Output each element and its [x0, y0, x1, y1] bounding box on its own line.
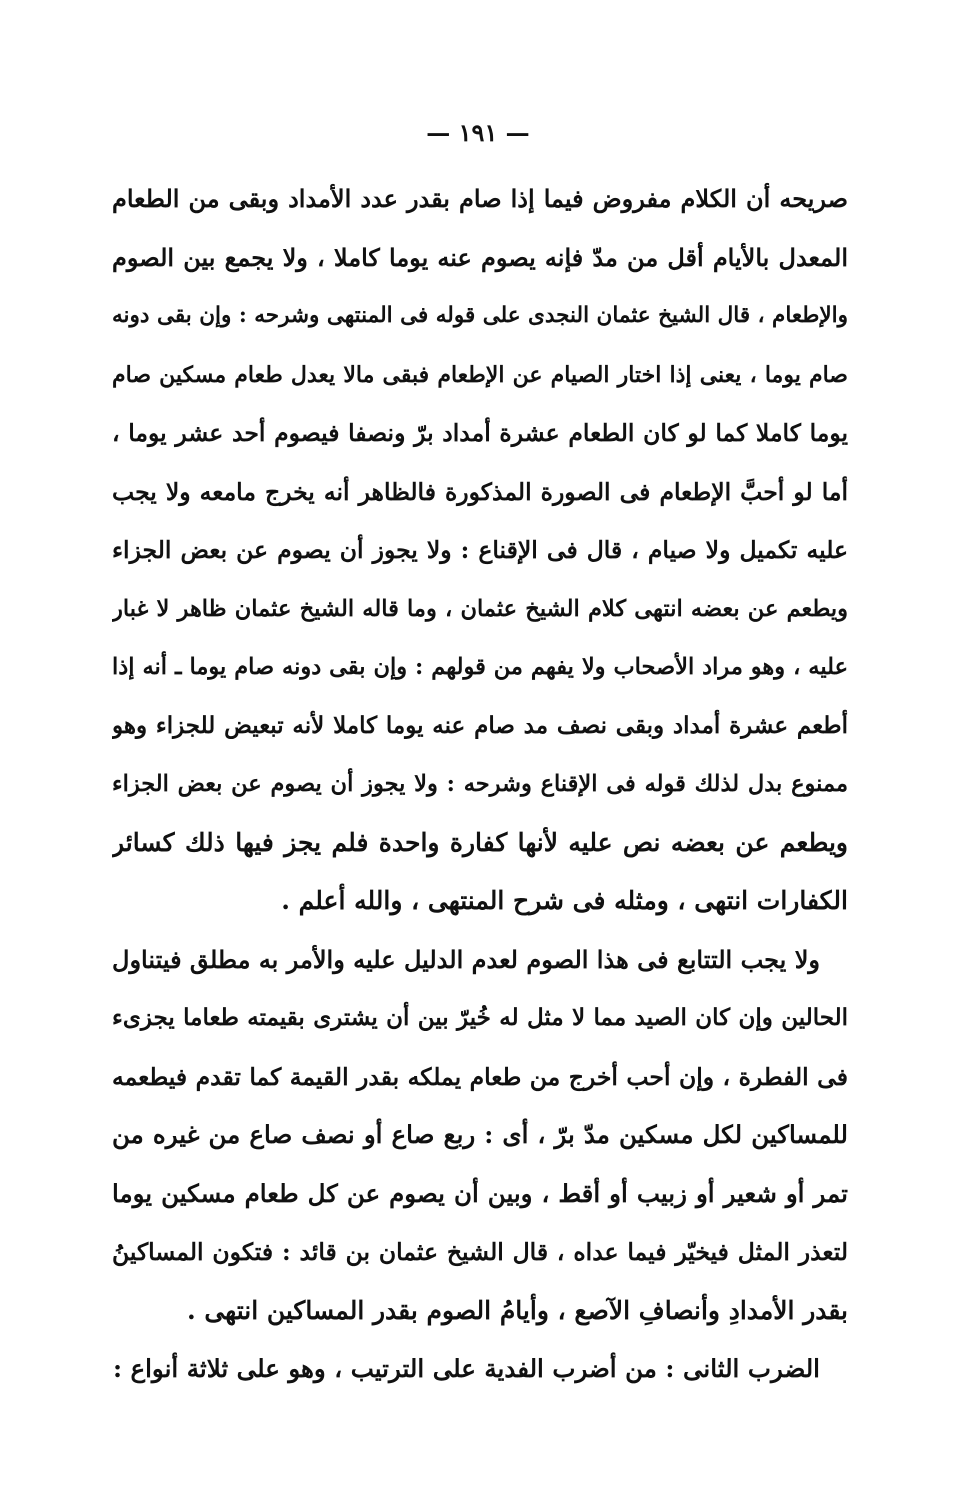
paragraph-3	[112, 1340, 848, 1399]
text-line: عليه ، وهو مراد الأصحاب ولا يفهم من قولهم : وإن بقى دونه صام يوما ـ أنه إذا	[112, 654, 848, 680]
text-line: ممنوع بدل لذلك قوله فى الإقناع وشرحه : ولا يجوز أن يصوم عن بعض الجزاء	[112, 771, 848, 797]
text-line: والإطعام ، قال الشيخ عثمان النجدى على قوله فى المنتهى وشرحه : وإن بقى دونه	[112, 303, 848, 328]
text-line: تمر أو شعير أو زبيب أو أقط ، وبين أن يصوم عن كل طعام مسكين يوما	[112, 1178, 848, 1208]
text-line: صام يوما ، يعنى إذا اختار الصيام عن الإطعام فبقى مالا يعدل طعام مسكين صام	[112, 361, 848, 388]
text-line: الضرب الثانى : من أضرب الفدية على الترتيب ، وهو على ثلاثة أنواع :	[112, 1354, 820, 1383]
page-number: — ١٩١ —	[426, 118, 530, 147]
text-line: صريحه أن الكلام مفروض فيما إذا صام بقدر عدد الأمداد وبقى من الطعام	[112, 184, 848, 213]
text-line: يوما كاملا كما لو كان الطعام عشرة أمداد برّ ونصفا فيصوم أحد عشر يوما ،	[112, 419, 848, 447]
paragraph-2	[112, 931, 848, 1341]
paragraph-1	[112, 170, 848, 931]
text-line: الحالين وإن كان الصيد مما لا مثل له خُيرّ بين أن يشترى بقيمته طعاما يجزىء	[112, 1004, 848, 1031]
text-line: المعدل بالأيام أقل من مدّ فإنه يصوم عنه يوما كاملا ، ولا يجمع بين الصوم	[112, 242, 848, 272]
text-line: ولا يجب التتابع فى هذا الصوم لعدم الدليل عليه والأمر به مطلق فيتناول	[112, 944, 820, 974]
text-line: الكفارات انتهى ، ومثله فى شرح المنتهى ، والله أعلم .	[281, 886, 848, 915]
text-line: أما لو أحبَّ الإطعام فى الصورة المذكورة فالظاهر أنه يخرج مامعه ولا يجب	[112, 477, 848, 506]
body-text	[112, 170, 848, 1399]
text-line: ويطعم عن بعضه انتهى كلام الشيخ عثمان ، وما قاله الشيخ عثمان ظاهر لا غبار	[112, 595, 848, 622]
text-line: ويطعم عن بعضه نص عليه لأنها كفارة واحدة فلم يجز فيها ذلك كسائر	[112, 827, 848, 857]
text-line: بقدر الأمدادِ وأنصافِ الآصع ، وأيامُ الصوم بقدر المساكين انتهى .	[186, 1295, 848, 1325]
text-line: أطعم عشرة أمداد وبقى نصف مد صام عنه يوما كاملا لأنه تبعيض للجزاء وهو	[112, 711, 848, 739]
text-line: للمساكين لكل مسكين مدّ برّ ، أى : ربع صاع أو نصف صاع من غيره من	[112, 1120, 848, 1149]
text-line: فى الفطرة ، وإن أحب أخرج من طعام يملكه بقدر القيمة كما تقدم فيطعمه	[112, 1062, 848, 1091]
text-line: عليه تكميل ولا صيام ، قال فى الإقناع : ولا يجوز أن يصوم عن بعض الجزاء	[112, 536, 848, 564]
text-line: لتعذر المثل فيخيّر فيما عداه ، قال الشيخ عثمان بن قائد : فتكون المساكينُ	[112, 1238, 848, 1266]
